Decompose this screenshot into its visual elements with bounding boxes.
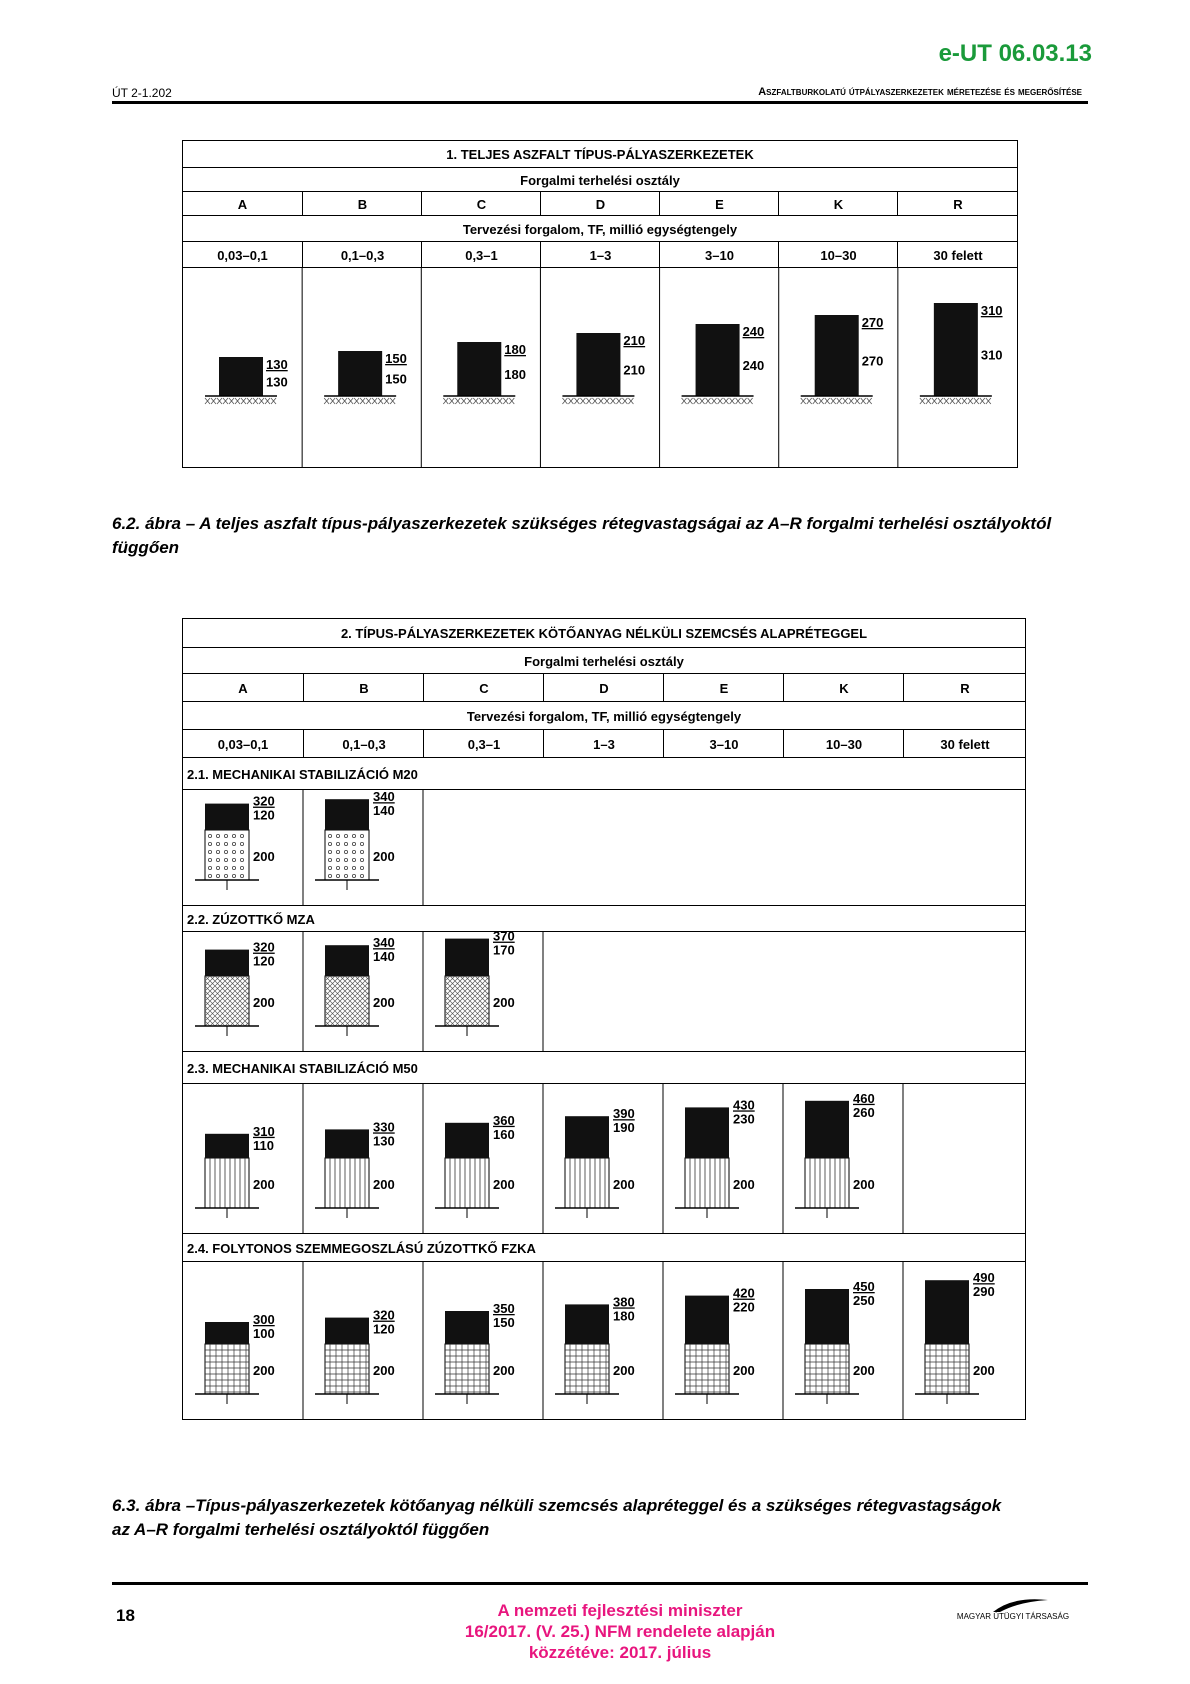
asphalt-thickness-label: 140 [373,803,395,819]
asphalt-thickness-label: 100 [253,1326,275,1341]
total-thickness-label: 150 [385,351,407,366]
total-thickness-label: 370 [493,932,515,944]
fig2-range-cell: 0,3–1 [423,730,544,758]
asphalt-layer [565,1116,609,1158]
total-thickness-label: 420 [733,1285,755,1301]
base-thickness-label: 200 [493,1177,515,1192]
asphalt-layer [219,357,263,396]
asphalt-thickness-label: 130 [373,1133,395,1149]
figure-caption-6-2: 6.2. ábra – A teljes aszfalt típus-pályaszerkezetek szükséges rétegvastagságai az A–R forgalmi terhelési osztályoktól függően [112,514,1052,557]
fig1-class-label: Forgalmi terhelési osztály [183,167,1017,192]
asphalt-thickness-label: 270 [861,353,884,369]
total-thickness-label: 180 [504,342,526,357]
fig2-range-cell: 30 felett [903,730,1026,758]
base-thickness-label: 200 [373,1363,395,1378]
asphalt-thickness-label: 240 [742,358,765,373]
section-2-2-diagrams [183,931,1025,1052]
asphalt-thickness-label: 160 [493,1126,515,1142]
section-2-4-title: 2.4. FOLYTONOS SZEMMEGOSZLÁSÚ ZÚZOTTKŐ FZKA [183,1233,1025,1262]
publication-note-line: közzétéve: 2017. július [528,1643,712,1662]
asphalt-layer [205,804,249,830]
fig1-class-cell: K [778,192,898,216]
asphalt-layer [815,315,859,396]
asphalt-layer [205,1134,249,1158]
base-thickness-label: 200 [253,849,275,864]
asphalt-thickness-label: 260 [853,1104,875,1120]
total-thickness-label: 350 [493,1301,515,1316]
total-thickness-label: 430 [733,1097,755,1113]
section-2-1-svg [183,790,1025,906]
asphalt-layer [338,351,382,396]
asphalt-layer [696,324,740,396]
asphalt-layer [685,1296,729,1344]
fig1-class-cell: A [237,196,248,212]
asphalt-layer [445,939,489,976]
fig1-class-cell: B [302,192,422,216]
section-2-3-title: 2.3. MECHANIKAI STABILIZÁCIÓ M50 [183,1051,1025,1084]
fig1-range-cell: 0,03–0,1 [217,247,268,263]
asphalt-thickness-label: 210 [623,362,646,378]
asphalt-thickness-label: 120 [373,1321,395,1337]
fig2-class-cell: K [783,674,904,702]
fig2-range-cell: 3–10 [663,730,784,758]
section-2-4-svg [183,1262,1025,1420]
total-thickness-label: 340 [373,935,395,951]
society-name: MAGYAR ÚTÜGYI TÁRSASÁG [956,1612,1070,1621]
publication-note [360,1600,880,1663]
total-thickness-label: 240 [742,324,765,339]
base-thickness-label: 200 [253,1363,275,1378]
fig1-class-cell: E [659,192,779,216]
base-layer [325,1344,369,1394]
fig1-class-cell: R [897,192,1018,216]
base-layer [685,1158,729,1208]
asphalt-thickness-label: 120 [253,953,275,969]
fig2-range-cell: 10–30 [783,730,904,758]
asphalt-layer [205,1322,249,1344]
total-thickness-label: 450 [853,1279,875,1294]
fig1-class-cell: C [421,192,541,216]
asphalt-layer [576,333,620,396]
asphalt-layer [445,1311,489,1344]
page-number: 18 [116,1606,135,1625]
fig1-range-cell: 1–3 [540,242,660,268]
fig2-class-cell: E [663,674,784,702]
base-layer [925,1344,969,1394]
total-thickness-label: 270 [861,315,884,330]
base-layer [325,1158,369,1208]
total-thickness-label: 310 [980,303,1003,318]
section-2-3-diagrams [183,1083,1025,1234]
section-2-2-title: 2.2. ZÚZOTTKŐ MZA [183,905,1025,932]
base-layer [205,1158,249,1208]
fig1-class-cell: D [540,192,660,216]
fig1-range-cell: 30 felett [897,242,1018,268]
document-id: e-UT 06.03.13 [938,40,1092,67]
header-standard-id: ÚT 2-1.202 [112,86,172,100]
fig2-traffic-label: Tervezési forgalom, TF, millió egységtengely [183,701,1025,730]
fig2-title: 2. TÍPUS-PÁLYASZERKEZETEK KÖTŐANYAG NÉLKÜLI SZEMCSÉS ALAPRÉTEGGEL [340,625,868,641]
asphalt-thickness-label: 130 [266,374,288,390]
total-thickness-label: 460 [853,1090,875,1106]
asphalt-layer [685,1107,729,1158]
fig2-class-cell: B [303,674,424,702]
asphalt-layer [805,1101,849,1158]
asphalt-thickness-label: 140 [373,949,395,965]
base-thickness-label: 200 [613,1363,635,1378]
base-thickness-label: 200 [373,1177,395,1192]
total-thickness-label: 320 [253,793,275,809]
fig1-diagram-row [183,267,1017,468]
figure-caption-6-3: 6.3. ábra –Típus-pályaszerkezetek kötőanyag nélküli szemcsés alapréteggel és a szükséges rétegvastagságok az A–R forgalmi terhelési osztályoktól függően [112,1496,1002,1539]
fig2-range-cell: 0,03–0,1 [217,736,269,752]
asphalt-thickness-label: 250 [853,1293,875,1308]
fig1-range-cell: 0,1–0,3 [302,242,422,268]
fig1-range-cell: 10–30 [778,242,898,268]
base-thickness-label: 200 [853,1363,875,1378]
fig2-range-cell: 1–3 [543,730,664,758]
figure-full-asphalt [182,140,1018,468]
fig1-class-row [183,191,1017,216]
base-thickness-label: 200 [853,1177,875,1192]
base-layer [805,1158,849,1208]
road-swoosh-icon [938,1594,1088,1614]
section-2-4-diagrams [183,1261,1025,1420]
fig2-class-row [183,673,1025,702]
base-thickness-label: 200 [493,1363,515,1378]
total-thickness-label: 490 [973,1270,995,1286]
asphalt-thickness-label: 180 [504,367,526,382]
asphalt-thickness-label: 310 [980,347,1003,363]
fig1-range-cell: 0,3–1 [421,242,541,268]
fig2-range-row [183,729,1025,758]
base-layer [805,1344,849,1394]
base-layer [565,1344,609,1394]
society-logo [938,1594,1088,1624]
asphalt-thickness-label: 110 [253,1137,274,1153]
asphalt-thickness-label: 290 [973,1284,995,1300]
section-2-1-title: 2.1. MECHANIKAI STABILIZÁCIÓ M20 [183,757,1025,790]
publication-note-line: A nemzeti fejlesztési miniszter [497,1601,743,1620]
base-thickness-label: 200 [733,1363,755,1378]
base-layer [205,1344,249,1394]
section-2-3-svg [183,1084,1025,1234]
base-thickness-label: 200 [373,995,395,1010]
asphalt-layer [325,1318,369,1344]
fig2-class-label: Forgalmi terhelési osztály [183,647,1025,674]
total-thickness-label: 330 [373,1119,395,1135]
base-thickness-label: 200 [493,995,515,1010]
base-layer [685,1344,729,1394]
fig1-title: 1. TELJES ASZFALT TÍPUS-PÁLYASZERKEZETEK [446,146,754,162]
fig2-class-cell: D [543,674,664,702]
asphalt-thickness-label: 220 [733,1299,755,1315]
base-thickness-label: 200 [973,1363,995,1378]
base-layer [445,1158,489,1208]
base-thickness-label: 200 [253,1177,275,1192]
asphalt-thickness-label: 230 [733,1111,755,1127]
asphalt-thickness-label: 190 [613,1120,635,1136]
header-rule [112,101,1088,104]
total-thickness-label: 130 [266,357,288,372]
fig1-pavement-diagrams [183,268,1017,468]
asphalt-layer [565,1304,609,1344]
fig2-class-cell: R [903,674,1026,702]
asphalt-thickness-label: 150 [385,371,407,387]
total-thickness-label: 340 [373,790,395,805]
total-thickness-label: 320 [253,939,275,955]
base-thickness-label: 200 [373,849,395,864]
total-thickness-label: 360 [493,1112,515,1128]
asphalt-layer [925,1280,969,1344]
asphalt-layer [934,303,978,396]
base-thickness-label: 200 [253,995,275,1010]
asphalt-layer [457,342,501,396]
total-thickness-label: 210 [623,333,646,348]
fig1-traffic-label: Tervezési forgalom, TF, millió egységtengely [183,215,1017,242]
fig1-range-row [183,241,1017,268]
footer-rule [112,1582,1088,1585]
asphalt-layer [325,1129,369,1158]
asphalt-layer [325,945,369,976]
total-thickness-label: 310 [253,1123,275,1139]
section-2-2-svg [183,932,1025,1052]
total-thickness-label: 300 [253,1312,275,1327]
fig2-class-cell: A [238,680,248,696]
base-thickness-label: 200 [613,1177,635,1192]
section-2-1-diagrams [183,789,1025,906]
asphalt-thickness-label: 150 [493,1315,515,1330]
total-thickness-label: 390 [613,1106,635,1122]
publication-note-line: 16/2017. (V. 25.) NFM rendelete alapján [464,1622,776,1641]
total-thickness-label: 380 [613,1294,635,1310]
fig2-range-cell: 0,1–0,3 [303,730,424,758]
asphalt-layer [325,799,369,830]
fig2-class-cell: C [423,674,544,702]
header-title: Aszfaltburkolatú útpályaszerkezetek méretezése és megerősítése [758,86,1082,98]
base-layer [445,1344,489,1394]
asphalt-thickness-label: 170 [493,942,515,958]
asphalt-thickness-label: 120 [253,807,275,823]
asphalt-layer [205,950,249,976]
fig1-range-cell: 3–10 [659,242,779,268]
base-layer [565,1158,609,1208]
asphalt-layer [805,1289,849,1344]
total-thickness-label: 320 [373,1307,395,1323]
asphalt-thickness-label: 180 [613,1308,635,1324]
asphalt-layer [445,1123,489,1158]
base-thickness-label: 200 [733,1177,755,1192]
figure-unbound-base [182,618,1026,1420]
